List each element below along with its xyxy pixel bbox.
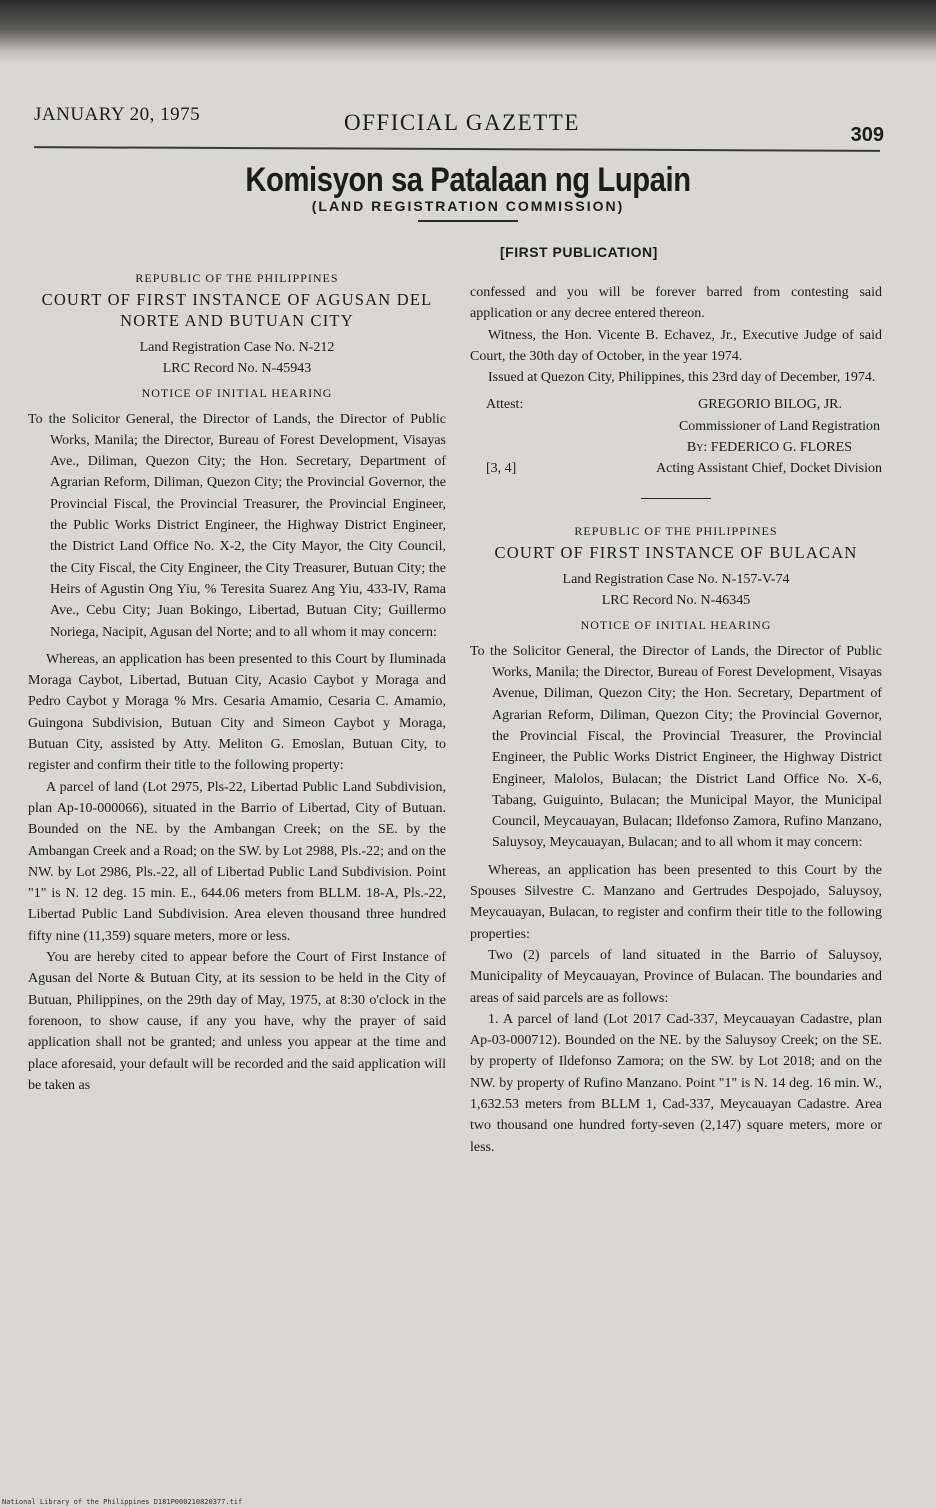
- attest-row: [470, 394, 882, 415]
- attest-label: Attest:: [486, 397, 524, 413]
- section-title: Komisyon sa Patalaan ng Lupain: [245, 161, 691, 199]
- notice-divider: [641, 498, 711, 500]
- whereas-paragraph-2: Whereas, an application has been presented to this Court by the Spouses Silvestre C. Manzano and Gertrudes Despojado, Saluysoy, Meycauayan, Bulacan, to register and confirm their title to the following properties:: [470, 862, 882, 942]
- whereas-paragraph: Whereas, an application has been presented to this Court by Iluminada Moraga Caybot, Libertad, Butuan City, Acasio Caybot y Moraga and Pedro Caybot y Moraga % Mrs. Cesaria Amamio, Cesaria C. Amamio, Guingona Subdivision, Butuan City and Simeon Caybot y Moraga, Butuan City, assisted by Atty. Meliton G. Emoslan, Butuan City, to register and confirm their title to the following property:: [28, 651, 446, 774]
- citation-paragraph: You are hereby cited to appear before the Court of First Instance of Agusan del Norte & Butuan City, at its session to be held in the City of Butuan, Philippines, on the 29th day of May, 1975, at 8:30 o'clock in the forenoon, to show cause, if any you have, why the prayer of said application shall not be granted; and unless you appear at the time and place aforesaid, your default will be recorded and the said application will be taken as: [28, 950, 446, 1093]
- two-parcels-paragraph: Two (2) parcels of land situated in the Barrio of Saluysoy, Municipality of Meycauayan, Province of Bulacan. The boundaries and areas of said parcels are as follows:: [470, 947, 882, 1006]
- lrc-record-2: LRC Record No. N-46345: [601, 593, 751, 609]
- by-signer-title: Acting Assistant Chief, Docket Division: [656, 461, 882, 477]
- by-signer: By: FEDERICO G. FLORES: [686, 440, 852, 456]
- republic-heading-2: REPUBLIC OF THE PHILIPPINES: [574, 524, 778, 539]
- section-masthead: [0, 160, 936, 222]
- case-numbers: [28, 337, 446, 379]
- signer-title: Commissioner of Land Registration: [678, 418, 880, 434]
- left-column: [28, 268, 446, 1096]
- page-number: 309: [850, 124, 884, 146]
- witness-paragraph: Witness, the Hon. Vicente B. Echavez, Jr., Executive Judge of said Court, the 30th day of October, in the year 1974.: [470, 327, 882, 364]
- citation-continued: confessed and you will be forever barred from contesting said application or any decree entered thereon.: [470, 285, 882, 322]
- parcel-one-description: 1. A parcel of land (Lot 2017 Cad-337, Meycauayan Cadastre, plan Ap-03-000712). Bounded on the NE. by the Saluysoy Creek; on the SE. by property of Ildefonso Zamora; on the SW. by Lot 2018; and on the NW. by property of Rufino Manzano. Point "1" is N. 14 deg. 16 min. W., 1,632.53 meters from BLLM 1, Cad-337, Meycauayan Cadastre. Area two thousand one hundred forty-seven (2,147) square meters, more or less.: [470, 1011, 882, 1155]
- header-rule: [34, 146, 880, 152]
- right-column: [470, 282, 882, 1158]
- issued-paragraph: Issued at Quezon City, Philippines, this 23rd day of December, 1974.: [488, 370, 876, 386]
- attestation-block: [470, 394, 882, 479]
- notice-title-2: NOTICE OF INITIAL HEARING: [580, 618, 772, 633]
- signer-name: GREGORIO BILOG, JR.: [698, 397, 842, 413]
- masthead-rule: [418, 220, 518, 222]
- addressees: To the Solicitor General, the Director of Lands, the Director of Public Works, Manila; the Director, Bureau of Forest Development, Visayas Ave., Diliman, Quezon City; the Hon. Secretary, Department of Agrarian Reform, Diliman, Quezon City; the Provincial Governor, the Provincial Fiscal, the Provincial Treasurer, the Provincial Engineer, the Public Works District Engineer, the Highway District Engineer, the District Land Office No. X-2, the City Mayor, the City Council, the City Fiscal, the City Engineer, the City Treasurer, Butuan City; the Heirs of Agustin Ong Yiu, % Teresita Suarez Ang Yiu, 433-IV, Rama Ave., Cebu City; Juan Bokingo, Libertad, Butuan City; Guillermo Noriega, Nacipit, Agusan del Norte; and to all whom it may concern:: [28, 411, 446, 640]
- publication-title: OFFICIAL GAZETTE: [344, 110, 580, 135]
- court-heading: COURT OF FIRST INSTANCE OF AGUSAN DEL NORTE AND BUTUAN CITY: [41, 290, 433, 331]
- running-head: [34, 104, 884, 146]
- first-publication-label: [FIRST PUBLICATION]: [500, 244, 658, 260]
- publication-ref: [3, 4]: [486, 461, 517, 477]
- court-heading-2: COURT OF FIRST INSTANCE OF BULACAN: [494, 543, 858, 563]
- publication-ref-row: [470, 458, 882, 479]
- republic-heading: REPUBLIC OF THE PHILIPPINES: [135, 271, 339, 285]
- lrc-record: LRC Record No. N-45943: [162, 361, 312, 377]
- issue-date: JANUARY 20, 1975: [34, 104, 201, 125]
- section-subtitle: (LAND REGISTRATION COMMISSION): [311, 198, 625, 214]
- notice-title: NOTICE OF INITIAL HEARING: [141, 386, 333, 401]
- case-numbers-2: [470, 569, 882, 611]
- addressees-2: To the Solicitor General, the Director of Lands, the Director of Public Works, Manila; the Director, Bureau of Forest Development, Visayas Avenue, Diliman, Quezon City; the Hon. Secretary, Department of Agrarian Reform, Diliman, Quezon City; the Provincial Governor, the Provincial Fiscal, the Provincial Treasurer, the Provincial Engineer, the Public Works District Engineer, the Highway District Engineer, Malolos, Bulacan; the District Land Office No. X-6, Tabang, Guiguinto, Bulacan; the Municipal Mayor, the Municipal Council, Meycauayan, Bulacan; Ildefonso Zamora, Rufino Manzano, Saluysoy, Meycauayan, Bulacan; and to all whom it may concern:: [470, 643, 882, 851]
- case-number-2: Land Registration Case No. N-157-V-74: [562, 572, 790, 588]
- scan-footer: National Library of the Philippines D181P000210820377.tif: [2, 1498, 243, 1506]
- case-number: Land Registration Case No. N-212: [139, 340, 335, 356]
- parcel-description: A parcel of land (Lot 2975, Pls-22, Libertad Public Land Subdivision, plan Ap-10-000066), situated in the Barrio of Libertad, City of Butuan. Bounded on the NE. by the Ambangan Creek; on the SE. by the Ambangan Creek and a Road; on the SW. by Lot 2988, Pls.-22; and on the NW. by Lot 2986, Pls.-22, all of Libertad Public Land Subdivision. Point "1" is N. 12 deg. 15 min. E., 644.06 meters from BLLM. 18-A, Pls.-22, Libertad Public Land Subdivision. Area eleven thousand three hundred fifty nine (11,359) square meters, more or less.: [28, 779, 446, 944]
